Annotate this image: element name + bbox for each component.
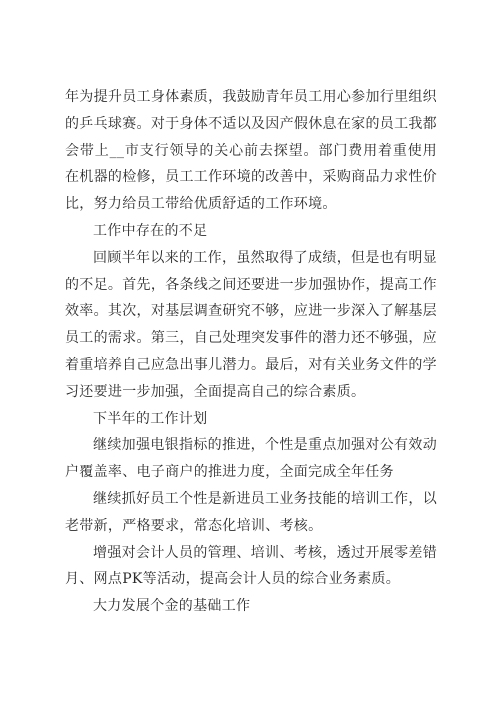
paragraph-plan-item-2: 继续抓好员工个性是新进员工业务技能的培训工作，以老带新，严格要求，常态化培训、考核。 (65, 490, 437, 534)
paragraph-continuation: 年为提升员工身体素质，我鼓励青年员工用心参加行里组织的乒乓球赛。对于身体不适以及因产假休息在家的员工我都会带上__市支行领导的关心前去探望。部门费用着重使用在机器的检修，员工工作环境的改善中，采购商品力求性价比，努力给员工带给优质舒适的工作环境。 (65, 89, 437, 213)
document-body (65, 84, 437, 620)
paragraph-review: 回顾半年以来的工作，虽然取得了成绩，但是也有明显的不足。首先，各条线之间还要进一步加强协作，提高工作效率。其次，对基层调查研究不够，应进一步深入了解基层员工的需求。第三，自己处理突发事件的潜力还不够强，应着重培养自己应急出事儿潜力。最后，对有关业务文件的学习还要进一步加强，全面提高自己的综合素质。 (65, 249, 437, 400)
paragraph-plan-item-4: 大力发展个金的基础工作 (93, 598, 251, 615)
paragraph-plan-item-3: 增强对会计人员的管理、培训、考核，透过开展零差错月、网点PK等活动，提高会计人员的综合业务素质。 (65, 544, 437, 588)
section-heading-plan: 下半年的工作计划 (93, 410, 208, 427)
paragraph-plan-item-1: 继续加强电银指标的推进，个性是重点加强对公有效动户覆盖率、电子商户的推进力度，全面完成全年任务 (65, 437, 437, 481)
section-heading-shortcomings: 工作中存在的不足 (93, 222, 208, 239)
